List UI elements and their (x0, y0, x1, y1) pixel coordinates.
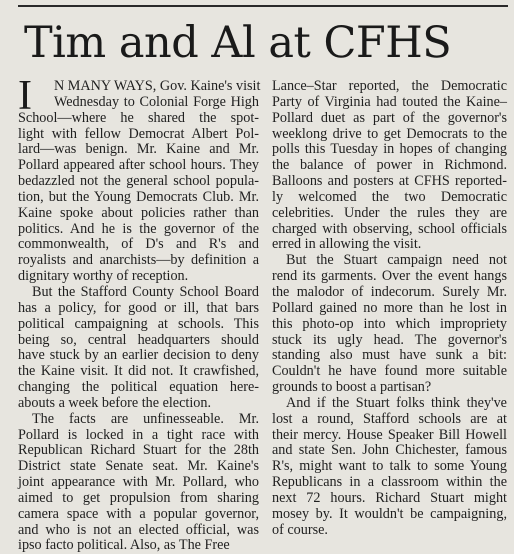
article-text-line: Party of Virginia had touted the Kaine– (272, 93, 507, 110)
article-text-line: ly welcomed the two Democratic (272, 188, 507, 205)
article-text-line: this photo-op into which impropriety (272, 315, 507, 332)
article-text-line: camera space with a popular governor, (18, 505, 259, 522)
article-text-line: polls this Tuesday in hopes of changing (272, 141, 507, 158)
article-text-line: the balance of power in Richmond. (272, 157, 507, 174)
article-text-line: And if the Stuart folks think they've (286, 394, 507, 411)
article-text-line: N MANY WAYS, Gov. Kaine's visit (54, 78, 261, 94)
article-text-line: Lance–Star reported, the Democratic (272, 78, 507, 94)
article-column-1 (18, 73, 261, 554)
article-text-line: standing also must have sunk a bit: (272, 347, 507, 364)
article-text-line: R's, might want to talk to some Young (272, 458, 507, 475)
article-text-line: royalists and anarchists—by definition a (18, 252, 259, 269)
article-headline: Tim and Al at CFHS (24, 18, 452, 68)
article-text-line: celebrities. Under the rules they are (272, 204, 507, 221)
article-text-line: weeklong drive to get Democrats to the (272, 125, 507, 142)
article-text-line: Wednesday to Colonial Forge High (54, 93, 259, 110)
article-text-line: Pollard duet as part of the governor's (272, 109, 507, 126)
article-text-line: But the Stuart campaign need not (286, 252, 507, 269)
article-text-line: of course. (272, 521, 328, 538)
article-text-line: lard—was benign. Mr. Kaine and Mr. (18, 141, 259, 158)
article-text-line: have stuck by an earlier decision to deny (18, 347, 259, 364)
article-text-line: tion, but the Young Democrats Club. Mr. (18, 188, 259, 205)
article-text-line: lost a round, Stafford schools are at (272, 410, 507, 427)
article-text-line: politics. And he is the governor of the (18, 220, 259, 237)
article-text-line: Couldn't he have found more suitable (272, 363, 507, 380)
article-text-line: erred in allowing the visit. (272, 236, 422, 253)
article-text-line: Republicans in a classroom within the (272, 474, 507, 491)
article-column-2 (272, 79, 507, 538)
article-text-line: their mercy. House Speaker Bill Howell (272, 426, 507, 443)
article-text-line: Kaine spoke about policies rather than (18, 204, 259, 221)
article-text-line: commonwealth, of D's and R's and (18, 236, 259, 253)
article-text-line: The facts are unfinesseable. Mr. (32, 410, 259, 427)
article-text-line: the Kaine visit. It did not. It crawfished, (18, 363, 259, 380)
article-text-line: and state Sen. John Chichester, famous (272, 442, 507, 459)
article-text-line: the malodor of indecorum. Surely Mr. (272, 283, 507, 300)
article-text-line: stuck its ugly head. The governor's (272, 331, 507, 348)
article-text-line: dignitary worthy of reception. (18, 268, 189, 285)
article-text-line: abouts a week before the election. (18, 394, 212, 411)
article-text-line: next 72 hours. Richard Stuart might (272, 489, 507, 506)
article-text-line: political campaigning at schools. This (18, 315, 259, 332)
article-text-line: rend its garments. Over the event hangs (272, 268, 507, 285)
top-rule (18, 5, 508, 7)
article-text-line: Balloons and posters at CFHS reported- (272, 173, 507, 190)
article-text-line: charged with observing, school officials (272, 220, 507, 237)
article-text-line: Pollard gained no more than he lost in (272, 299, 507, 316)
article-text-line: District state Senate seat. Mr. Kaine's (18, 458, 259, 475)
article-text-line: Republican Richard Stuart for the 28th (18, 442, 259, 459)
article-text-line: mosey by. It wouldn't be campaigning, (272, 505, 507, 522)
article-text-line: School—where he shared the spot- (18, 109, 259, 126)
article-text-line: and who is not an elected official, was (18, 521, 259, 538)
article-text-line: light with fellow Democrat Albert Pol- (18, 125, 259, 142)
article-text-line: But the Stafford County School Board (32, 283, 259, 300)
article-text-line: Pollard appeared after school hours. They (18, 157, 259, 174)
article-text-line: grounds to boost a partisan? (272, 379, 432, 396)
drop-cap: I (18, 73, 32, 119)
article-text-line: bedazzled not the general school popula- (18, 173, 259, 190)
article-text-line: has a policy, for good or ill, that bars (18, 299, 259, 316)
article-text-line: being so, central headquarters should (18, 331, 259, 348)
article-text-line: ipso facto political. Also, as The Free (18, 537, 230, 554)
article-text-line: joint appearance with Mr. Pollard, who (18, 474, 259, 491)
article-text-line: Pollard is locked in a tight race with (18, 426, 259, 443)
article-text-line: changing the political equation here- (18, 379, 259, 396)
article-text-line: aimed to get propulsion from sharing (18, 489, 259, 506)
